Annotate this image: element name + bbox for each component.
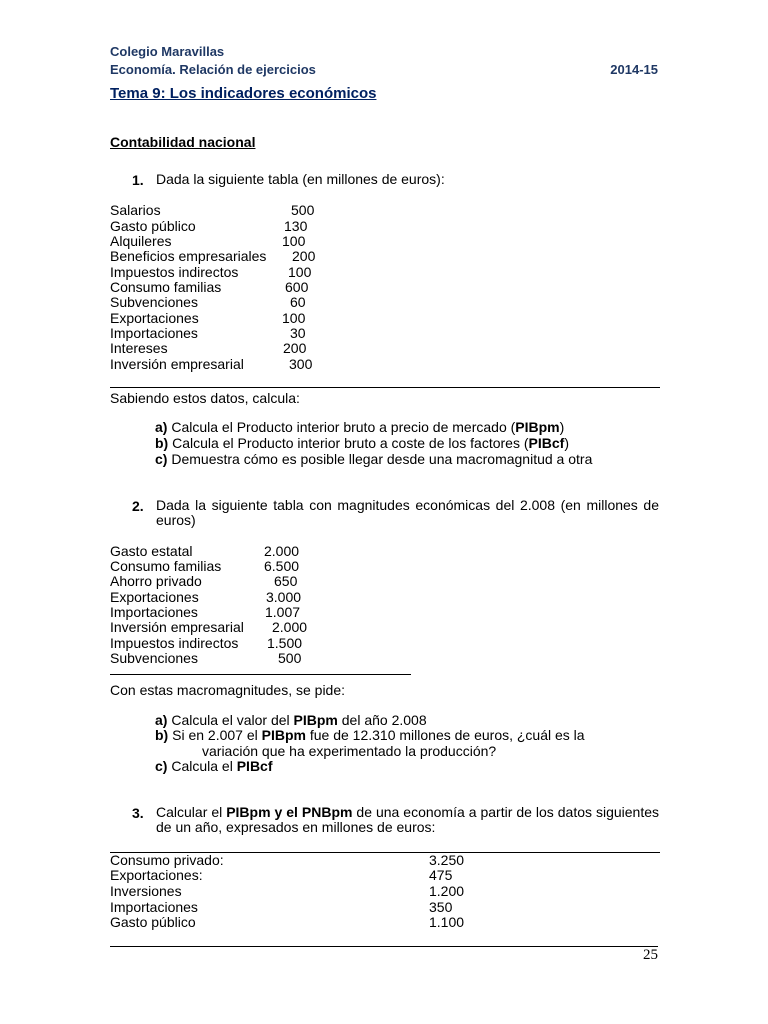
item-text: Demuestra cómo es posible llegar desde una macromagnitud a otra [171,451,593,467]
table-row-label: Subvenciones [110,294,198,310]
table-row-value: 60 [290,294,306,310]
table-row-label: Impuestos indirectos [110,264,239,280]
table-row-value: 1.500 [267,635,303,651]
table-row-value: 500 [278,650,302,666]
table-row-value: 300 [289,356,313,372]
q3-text-post: de una economía a partir de los datos siguientes de un año, expresados en millones de euros: [156,804,659,835]
item-bold: PIBcf [528,435,565,451]
table-row-value: 500 [291,202,315,218]
item-label: a) [155,712,168,728]
table-row-value: 3.000 [266,589,302,605]
table-row-value: 200 [283,340,307,356]
q1-item-a [155,420,564,435]
q1-item-b [155,436,569,451]
table-row-label: Consumo familias [110,558,222,574]
table-row-value: 1.200 [429,883,465,899]
table-row-value: 475 [429,867,453,883]
table-row-value: 100 [282,233,306,249]
table-row-label: Inversión empresarial [110,619,244,635]
footer-rule [110,946,658,947]
table-row-value: 650 [274,573,298,589]
q1-instruction: Sabiendo estos datos, calcula: [110,390,300,406]
table-row-label: Consumo privado: [110,852,224,868]
table-row-label: Salarios [110,202,161,218]
question-1-text: Dada la siguiente tabla (en millones de euros): [156,171,445,187]
table-row-label: Inversiones [110,883,182,899]
table-row-label: Intereses [110,340,168,356]
table-row-value: 600 [285,279,309,295]
q1-divider [110,387,660,388]
item-label: b) [155,727,169,743]
question-3-text [156,805,659,835]
item-text: Si en 2.007 el [172,727,262,743]
q2-instruction: Con estas macromagnitudes, se pide: [110,682,346,698]
table-row-value: 2.000 [264,543,300,559]
page-title: Tema 9: Los indicadores económicos [110,85,377,102]
table-row-label: Subvenciones [110,650,198,666]
table-row-value: 30 [290,325,306,341]
item-bold: PIBpm [515,419,560,435]
table-row-label: Ahorro privado [110,573,202,589]
table-row-value: 1.100 [429,914,465,930]
item-text: fue de 12.310 millones de euros, ¿cuál es la [305,727,585,743]
table-row-label: Impuestos indirectos [110,635,239,651]
table-row-value: 100 [288,264,312,280]
item-label: c) [155,451,168,467]
table-row-label: Exportaciones [110,589,199,605]
question-2-number: 2. [132,498,144,514]
page-number: 25 [643,947,658,963]
table-row-label: Gasto estatal [110,543,193,559]
q2-divider [110,674,411,675]
table-row-value: 2.000 [272,619,308,635]
item-text: Calcula el Producto interior bruto a precio de mercado ( [171,419,516,435]
item-label: c) [155,758,168,774]
item-bold: PIBcf [236,758,273,774]
section-heading: Contabilidad nacional [110,134,256,150]
table-row-label: Importaciones [110,325,198,341]
table-row-label: Gasto público [110,914,196,930]
question-3-number: 3. [132,805,144,821]
table-row-label: Inversión empresarial [110,356,244,372]
table-row-value: 200 [292,248,316,264]
table-row-label: Importaciones [110,604,198,620]
question-1-number: 1. [132,172,144,188]
table-row-label: Beneficios empresariales [110,248,267,264]
table-row-label: Consumo familias [110,279,222,295]
q2-item-b-continued: variación que ha experimentado la producción? [202,743,497,759]
table-row-value: 100 [282,310,306,326]
q3-text-pre: Calcular el [156,804,227,820]
question-2-text: Dada la siguiente tabla con magnitudes económicas del 2.008 (en millones de euros) [156,497,659,528]
item-text: ) [559,419,565,435]
table-row-value: 6.500 [264,558,300,574]
table-row-label: Importaciones [110,899,198,915]
table-row-label: Exportaciones [110,310,199,326]
table-row-value: 130 [284,218,308,234]
item-bold: PIBpm [261,727,306,743]
item-text: del año 2.008 [337,712,427,728]
table-row-label: Gasto público [110,218,196,234]
item-label: a) [155,419,168,435]
q3-text-bold: PIBpm y el PNBpm [226,804,353,820]
q2-item-a [155,713,427,728]
school-year: 2014-15 [610,62,658,77]
table-row-value: 350 [429,899,453,915]
item-label: b) [155,435,169,451]
table-row-label: Alquileres [110,233,172,249]
q2-item-c [155,759,273,774]
table-row-value: 1.007 [265,604,301,620]
course-name: Economía. Relación de ejercicios [110,62,316,77]
item-text: ) [564,435,569,451]
item-bold: PIBpm [293,712,338,728]
table-row-label: Exportaciones: [110,867,203,883]
item-text: Calcula el Producto interior bruto a coste de los factores ( [172,435,529,451]
q2-item-b [155,728,659,743]
school-name: Colegio Maravillas [110,44,225,59]
table-row-value: 3.250 [429,852,465,868]
item-text: Calcula el [171,758,237,774]
q1-item-c [155,452,592,467]
item-text: Calcula el valor del [171,712,294,728]
